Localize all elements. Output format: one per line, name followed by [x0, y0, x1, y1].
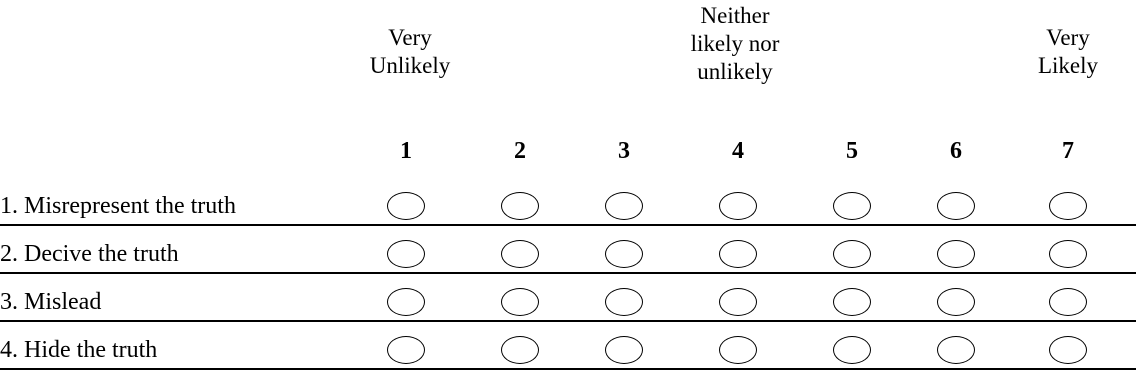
scale-number-4: 4: [732, 138, 744, 164]
radio-option-2[interactable]: [501, 336, 539, 364]
radio-option-6[interactable]: [937, 288, 975, 316]
radio-option-7[interactable]: [1049, 288, 1087, 316]
scale-number-3: 3: [618, 138, 630, 164]
radio-option-4[interactable]: [719, 336, 757, 364]
radio-option-3[interactable]: [605, 336, 643, 364]
radio-option-1[interactable]: [387, 240, 425, 268]
item-label: 4. Hide the truth: [0, 337, 158, 363]
item-label: 1. Misrepresent the truth: [0, 193, 236, 219]
radio-option-1[interactable]: [387, 288, 425, 316]
scale-number-1: 1: [400, 138, 412, 164]
radio-option-6[interactable]: [937, 192, 975, 220]
row-divider: [0, 368, 1136, 370]
anchor-very-likely: Very Likely: [1037, 25, 1099, 78]
radio-option-4[interactable]: [719, 288, 757, 316]
item-label: 2. Decive the truth: [0, 241, 179, 267]
radio-option-5[interactable]: [833, 240, 871, 268]
radio-option-7[interactable]: [1049, 336, 1087, 364]
radio-option-4[interactable]: [719, 240, 757, 268]
scale-number-7: 7: [1062, 138, 1074, 164]
radio-option-5[interactable]: [833, 192, 871, 220]
radio-option-6[interactable]: [937, 240, 975, 268]
anchor-neutral: Neither likely nor unlikely: [690, 3, 780, 84]
radio-option-4[interactable]: [719, 192, 757, 220]
radio-option-5[interactable]: [833, 336, 871, 364]
radio-option-5[interactable]: [833, 288, 871, 316]
item-label: 3. Mislead: [0, 289, 102, 315]
scale-number-2: 2: [514, 138, 526, 164]
row-divider: [0, 272, 1136, 274]
radio-option-3[interactable]: [605, 240, 643, 268]
scale-number-6: 6: [950, 138, 962, 164]
radio-option-3[interactable]: [605, 288, 643, 316]
radio-option-2[interactable]: [501, 240, 539, 268]
radio-option-2[interactable]: [501, 288, 539, 316]
scale-number-5: 5: [846, 138, 858, 164]
radio-option-1[interactable]: [387, 192, 425, 220]
row-divider: [0, 320, 1136, 322]
radio-option-7[interactable]: [1049, 240, 1087, 268]
radio-option-7[interactable]: [1049, 192, 1087, 220]
radio-option-2[interactable]: [501, 192, 539, 220]
row-divider: [0, 224, 1136, 226]
radio-option-6[interactable]: [937, 336, 975, 364]
radio-option-3[interactable]: [605, 192, 643, 220]
anchor-very-unlikely: Very Unlikely: [369, 25, 451, 78]
radio-option-1[interactable]: [387, 336, 425, 364]
